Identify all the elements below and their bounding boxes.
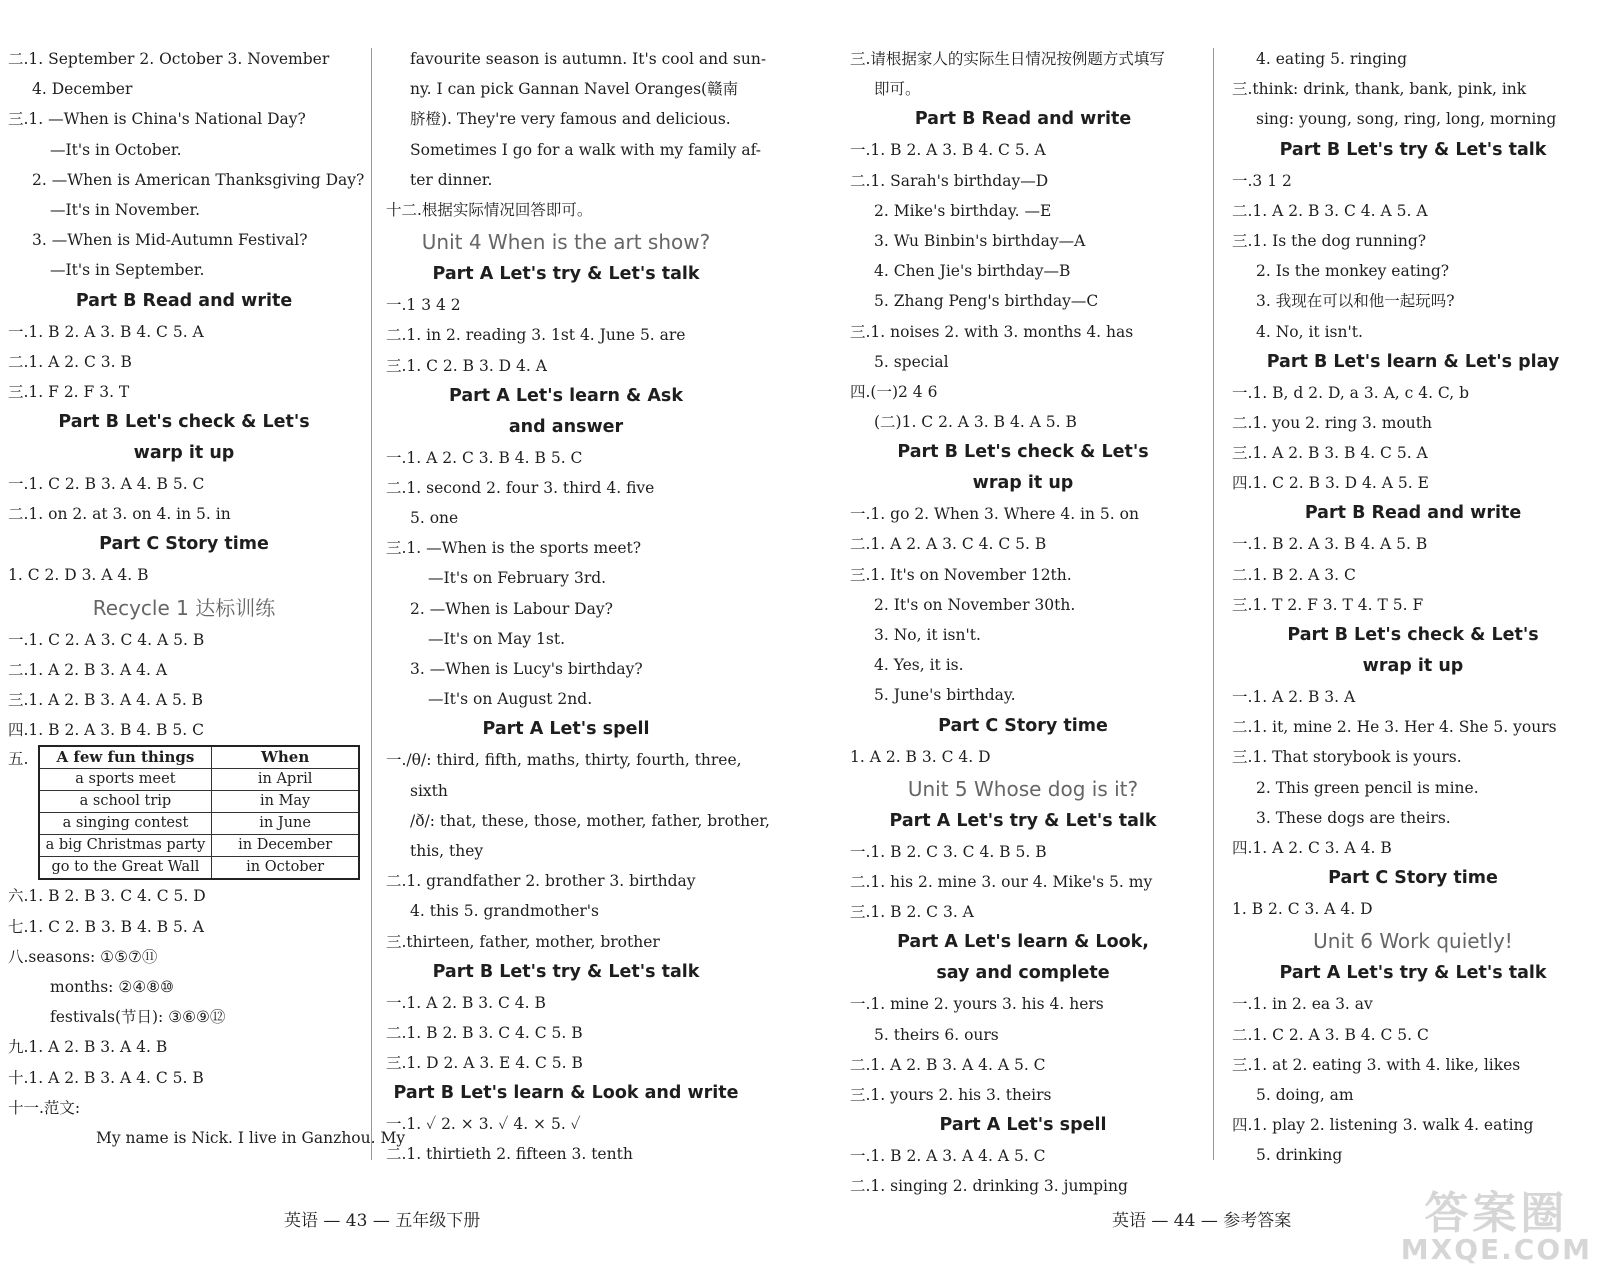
answer-line: 二.1. B 2. A 3. C [1232,565,1356,584]
section-heading: Part B Let's learn & Let's play [1266,351,1560,372]
answer-line: 二.1. C 2. A 3. B 4. C 5. C [1232,1025,1429,1044]
answer-line: 4. Chen Jie's birthday—B [874,262,1071,281]
answer-line: favourite season is autumn. It's cool and sun- [410,50,767,68]
answer-line: 一.1. ✓ 2. × 3. ✓ 4. × 5. ✓ [386,1115,581,1134]
answer-line: 一.1. B 2. A 3. B 4. C 5. A [850,141,1046,160]
answer-line: 二.1. on 2. at 3. on 4. in 5. in [8,505,231,524]
answer-line: 一.1. C 2. B 3. A 4. B 5. C [8,475,205,494]
section-heading: Part B Let's check & Let's [58,412,310,433]
answer-line: 一.1. mine 2. yours 3. his 4. hers [850,995,1104,1014]
answer-line: 2. —When is American Thanksgiving Day? [32,170,365,189]
answer-line: 5. special [874,352,949,371]
section-heading: Part A Let's learn & Ask [449,385,683,406]
answer-line: 1. A 2. B 3. C 4. D [850,747,991,766]
answer-line: 三.1. It's on November 12th. [850,565,1072,584]
answer-line: 三.1. —When is China's National Day? [8,110,306,129]
section-heading: Part A Let's try & Let's talk [1279,963,1547,984]
table-cell: a singing contest [39,813,212,835]
answer-line: 5. one [410,509,459,528]
watermark-url: MXQE.COM [1400,1233,1592,1266]
section-heading: Part A Let's try & Let's talk [432,264,700,285]
answer-line: 三.1. C 2. B 3. D 4. A [386,356,547,375]
answer-line: sing: young, song, ring, long, morning [1256,110,1557,129]
unit-title: Recycle 1 达标训练 [92,595,276,620]
answer-line: 一.1. in 2. ea 3. av [1232,995,1373,1014]
answer-line: 3. 我现在可以和他一起玩吗? [1256,292,1455,311]
answer-line: 一.1. B 2. C 3. C 4. B 5. B [850,842,1047,861]
answer-line: 一.1. A 2. B 3. C 4. B [386,993,546,1012]
section-heading: Part A Let's learn & Look, [897,932,1149,953]
table-cell: in May [212,791,359,813]
answer-line: 二.1. B 2. B 3. C 4. C 5. B [386,1023,583,1042]
answer-line: 一.1. B, d 2. D, a 3. A, c 4. C, b [1232,383,1470,402]
answer-line: 脐橙). They're very famous and delicious. [410,110,731,129]
section-heading: wrap it up [1362,656,1464,676]
table-cell: in April [212,769,359,791]
table-header-row [39,746,359,769]
answer-line: 一.1. B 2. A 3. B 4. C 5. A [8,322,204,341]
answer-line: 二.1. A 2. B 3. A 4. A 5. C [850,1055,1046,1074]
table-row [39,857,359,880]
table-row [39,813,359,835]
section-heading: Part B Read and write [914,109,1132,130]
answer-line: 一.1. A 2. C 3. B 4. B 5. C [386,448,583,467]
answer-line: 4. eating 5. ringing [1256,50,1407,68]
answer-line: 3. —When is Mid-Autumn Festival? [32,231,308,250]
table-cell: a school trip [39,791,212,813]
answer-line: —It's on February 3rd. [428,569,607,588]
section-heading: Part B Let's try & Let's talk [432,961,700,982]
answer-line: 三.1. yours 2. his 3. theirs [850,1085,1052,1104]
answer-line: 二.1. Sarah's birthday—D [850,171,1049,190]
answer-line: 二.1. second 2. four 3. third 4. five [386,478,655,497]
answer-line: 八.seasons: ①⑤⑦⑪ [8,947,158,966]
section-heading: Part C Story time [1328,868,1498,889]
answer-line: 七.1. C 2. B 3. B 4. B 5. A [8,917,204,936]
answer-line: 1. C 2. D 3. A 4. B [8,566,149,585]
table-header-cell: When [212,746,359,769]
answer-line: 一.1. C 2. A 3. C 4. A 5. B [8,630,205,649]
watermark-title: 答案圈 [1424,1188,1569,1239]
answer-line: —It's in October. [50,140,182,159]
answer-line: 1. B 2. C 3. A 4. D [1232,900,1373,919]
answer-line: this, they [410,841,484,860]
answer-line: 一.1. B 2. A 3. B 4. A 5. B [1232,535,1428,554]
answer-line: 二.1. A 2. C 3. B [8,352,132,371]
answer-line: 三.1. T 2. F 3. T 4. T 5. F [1232,595,1424,614]
answer-line: 四.1. B 2. A 3. B 4. B 5. C [8,721,204,740]
section-heading: Part B Let's check & Let's [1287,625,1539,645]
column-3 [850,44,1196,1201]
section-heading: say and complete [936,963,1110,984]
answer-line: 三.1. —When is the sports meet? [386,539,642,558]
section-heading: Part A Let's try & Let's talk [889,810,1157,831]
answer-line: 一.1. B 2. A 3. A 4. A 5. C [850,1147,1046,1166]
answer-line: 十二.根据实际情况回答即可。 [386,200,593,219]
section-heading: Part A Let's spell [939,1115,1107,1136]
answer-line: 2. This green pencil is mine. [1256,778,1479,797]
answer-line: 二.1. A 2. B 3. C 4. A 5. A [1232,201,1428,220]
section-heading: and answer [508,416,624,437]
answer-line: 二.1. A 2. B 3. A 4. A [8,660,168,679]
answer-line: 三.think: drink, thank, bank, pink, ink [1232,80,1527,99]
answer-line: 二.1. thirtieth 2. fifteen 3. tenth [386,1145,633,1164]
answer-line: 四.1. A 2. C 3. A 4. B [1232,838,1392,857]
section-heading: Part B Let's learn & Look and write [393,1083,739,1104]
answer-line: 5. drinking [1256,1146,1343,1165]
answer-line: 四.(一)2 4 6 [850,382,938,401]
column-divider-left [371,48,372,1160]
answer-line: 5. Zhang Peng's birthday—C [874,292,1099,311]
answer-line: 4. Yes, it is. [874,656,964,675]
answer-line: 三.1. Is the dog running? [1232,231,1427,250]
answer-line: 三.1. A 2. B 3. B 4. C 5. A [1232,444,1428,463]
answer-line: Sometimes I go for a walk with my family af- [410,140,762,159]
answer-line: —It's on August 2nd. [428,690,593,709]
answer-line: 3. Wu Binbin's birthday—A [874,231,1086,250]
answer-line: —It's in November. [50,200,201,219]
answer-line: 三.1. B 2. C 3. A [850,903,974,922]
section-heading: Part B Read and write [75,290,293,311]
answer-line: 2. —When is Labour Day? [410,599,613,618]
page-footer-left: 英语 — 43 — 五年级下册 [284,1211,481,1231]
answer-line: festivals(节日): ③⑥⑨⑫ [50,1008,226,1027]
answer-line: 3. No, it isn't. [874,626,981,644]
answer-line: 二.1. September 2. October 3. November [8,50,330,68]
answer-line: 四.1. play 2. listening 3. walk 4. eating [1232,1116,1534,1135]
table-header-cell: A few fun things [39,746,212,769]
answer-line: 二.1. in 2. reading 3. 1st 4. June 5. are [386,326,686,345]
answer-line: 三.1. That storybook is yours. [1232,748,1462,767]
answer-line: 一.1 3 4 2 [386,296,461,315]
answer-line: 十一.范文: [8,1098,81,1117]
answer-line: 三.1. A 2. B 3. A 4. A 5. B [8,691,204,709]
column-divider-right [1213,48,1214,1160]
answer-line: 3. These dogs are theirs. [1256,808,1451,827]
answer-line: 3. —When is Lucy's birthday? [410,660,643,678]
answer-line: ny. I can pick Gannan Navel Oranges(赣南 [410,80,739,99]
table-row [39,769,359,791]
section-heading: Part B Read and write [1304,503,1522,524]
answer-line: (二)1. C 2. A 3. B 4. A 5. B [874,413,1077,432]
answer-line: 三.1. noises 2. with 3. months 4. has [850,322,1134,341]
table-cell: a sports meet [39,769,212,791]
answer-line: 即可。 [874,80,921,99]
answer-line: 2. It's on November 30th. [874,595,1076,614]
fun-things-table [38,745,360,880]
column-4 [1232,44,1594,1170]
table-cell: in June [212,813,359,835]
page-footer-right: 英语 — 44 — 参考答案 [1112,1211,1292,1231]
answer-line: 十.1. A 2. B 3. A 4. C 5. B [8,1068,204,1087]
unit-title: Unit 6 Work quietly! [1313,929,1513,954]
unit-title: Unit 5 Whose dog is it? [907,776,1139,801]
section-heading: Part B Let's check & Let's [897,442,1149,463]
section-heading: Part C Story time [938,715,1108,736]
answer-line: —It's on May 1st. [428,629,566,648]
answer-line: 5. theirs 6. ours [874,1025,999,1044]
answer-line: 三.thirteen, father, mother, brother [386,932,660,951]
answer-line: 2. Mike's birthday. —E [874,201,1052,220]
answer-line: 5. June's birthday. [874,686,1016,705]
section-heading: warp it up [133,443,235,464]
table-row [39,835,359,857]
answer-line: 二.1. it, mine 2. He 3. Her 4. She 5. yours [1232,718,1557,737]
unit-title: Unit 4 When is the art show? [421,230,711,255]
answer-line: 三.1. F 2. F 3. T [8,382,130,401]
answer-line: sixth [410,781,448,800]
answer-line: 三.1. D 2. A 3. E 4. C 5. B [386,1054,583,1073]
answer-line: 九.1. A 2. B 3. A 4. B [8,1038,168,1057]
table-cell: a big Christmas party [39,835,212,857]
column-2 [386,44,770,1170]
answer-table-block [8,745,360,881]
column-1 [8,44,406,1153]
answer-line: 四.1. C 2. B 3. D 4. A 5. E [1232,474,1429,493]
answer-line: 二.1. you 2. ring 3. mouth [1232,413,1432,432]
answer-line: 二.1. singing 2. drinking 3. jumping [850,1177,1128,1196]
answer-line: 一.1. A 2. B 3. A [1232,688,1356,706]
answer-line: 一.3 1 2 [1232,171,1292,190]
answer-line: My name is Nick. I live in Ganzhou. My [96,1128,406,1147]
answer-line: /ð/: that, these, those, mother, father, brother, [410,811,770,830]
answer-line: 4. No, it isn't. [1256,322,1363,341]
answer-line: ter dinner. [410,170,493,189]
table-cell: go to the Great Wall [39,857,212,880]
answer-line: 二.1. grandfather 2. brother 3. birthday [386,872,696,891]
answer-line: 六.1. B 2. B 3. C 4. C 5. D [8,887,206,906]
answer-line: 三.1. at 2. eating 3. with 4. like, likes [1232,1055,1521,1074]
answer-line: 5. doing, am [1256,1085,1354,1104]
answer-line: 一./θ/: third, fifth, maths, thirty, fourth, three, [386,751,742,770]
answer-line: 2. Is the monkey eating? [1256,262,1450,281]
answer-line: 二.1. A 2. A 3. C 4. C 5. B [850,535,1047,554]
table-question-label: 五. [8,750,29,769]
table-cell: in December [212,835,359,857]
table-row [39,791,359,813]
answer-line: 三.请根据家人的实际生日情况按例题方式填写 [850,50,1165,68]
answer-line: months: ②④⑧⑩ [50,977,174,996]
section-heading: wrap it up [972,473,1074,494]
section-heading: Part A Let's spell [482,719,650,740]
answer-line: 二.1. his 2. mine 3. our 4. Mike's 5. my [850,872,1153,891]
answer-line: 4. December [32,80,133,99]
section-heading: Part C Story time [99,534,269,555]
watermark-logo [1400,1188,1592,1266]
table-cell: in October [212,857,359,880]
answer-line: —It's in September. [50,261,205,280]
section-heading: Part B Let's try & Let's talk [1279,139,1547,160]
answer-line: 一.1. go 2. When 3. Where 4. in 5. on [850,505,1139,524]
answer-line: 4. this 5. grandmother's [410,902,599,921]
